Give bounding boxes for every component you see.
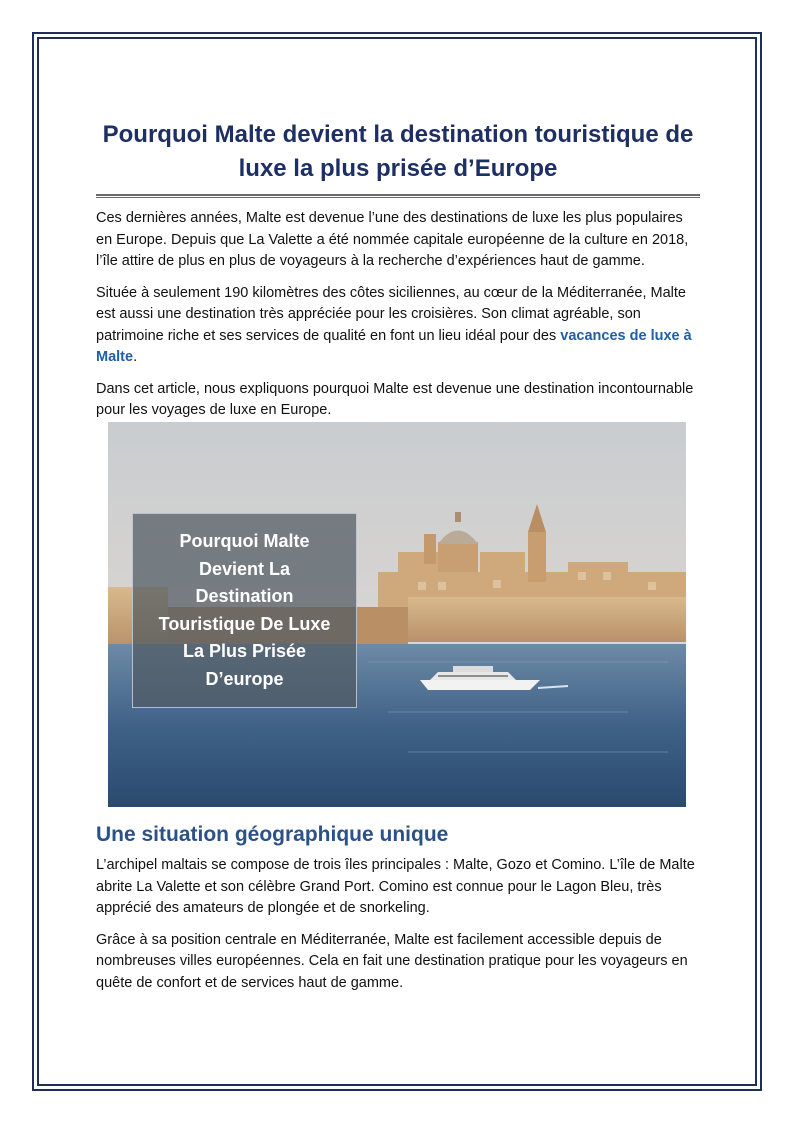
article-intro	[96, 118, 700, 422]
hero-overlay-line: Pourquoi Malte	[179, 531, 310, 551]
hero-overlay-line: Destination	[195, 586, 294, 606]
section-geography	[96, 820, 700, 994]
title-divider	[96, 194, 700, 198]
intro-paragraph-1: Ces dernières années, Malte est devenue l’une des destinations de luxe les plus populaires en Europe. Depuis que La Valette a été nommée capitale européenne de la culture en 2018, l’île attire de plus en plus de voyageurs à la recherche d’expériences haut de gamme.	[96, 210, 689, 269]
section-paragraph-1: L’archipel maltais se compose de trois îles principales : Malte, Gozo et Comino. L’île de Malte abrite La Valette et son célèbre Grand Port. Comino est connue pour le Lagon Bleu, très apprécié des amateurs de plongée et de snorkeling.	[96, 857, 695, 916]
hero-overlay-line: La Plus Prisée	[182, 641, 307, 661]
hero-overlay-box	[132, 513, 357, 708]
hero-overlay-line: Touristique De Luxe	[158, 613, 331, 634]
section-paragraph-2: Grâce à sa position centrale en Méditerranée, Malte est facilement accessible depuis de nombreuses villes européennes. Cela en fait une destination pratique pour les voyageurs en quête de confort et de services haut de gamme.	[96, 931, 688, 991]
intro-paragraph-3: Dans cet article, nous expliquons pourquoi Malte est devenue une destination incontournable pour les voyages de luxe en Europe.	[96, 380, 694, 418]
intro-paragraph-2	[96, 283, 700, 369]
hero-overlay-line: Devient La	[198, 558, 291, 579]
intro-paragraph-2-text: Située à seulement 190 kilomètres des côtes siciliennes, au cœur de la Méditerranée, Malte est aussi une destination très appréciée pour les croisières. Son climat agréable, son patrimoine riche et ses services de qualité en font un lieu idéal pour des	[96, 284, 686, 344]
hero-image-valletta-harbour	[108, 422, 686, 807]
hero-overlay-title	[140, 528, 350, 693]
page-title: Pourquoi Malte devient la destination touristique de luxe la plus prisée d’Europe	[102, 121, 694, 182]
intro-paragraph-2-end: .	[133, 349, 138, 365]
hero-overlay-line: D’europe	[205, 668, 284, 689]
luxury-holidays-link[interactable]: vacances de luxe à Malte	[96, 327, 692, 365]
section-heading: Une situation géographique unique	[96, 823, 449, 846]
